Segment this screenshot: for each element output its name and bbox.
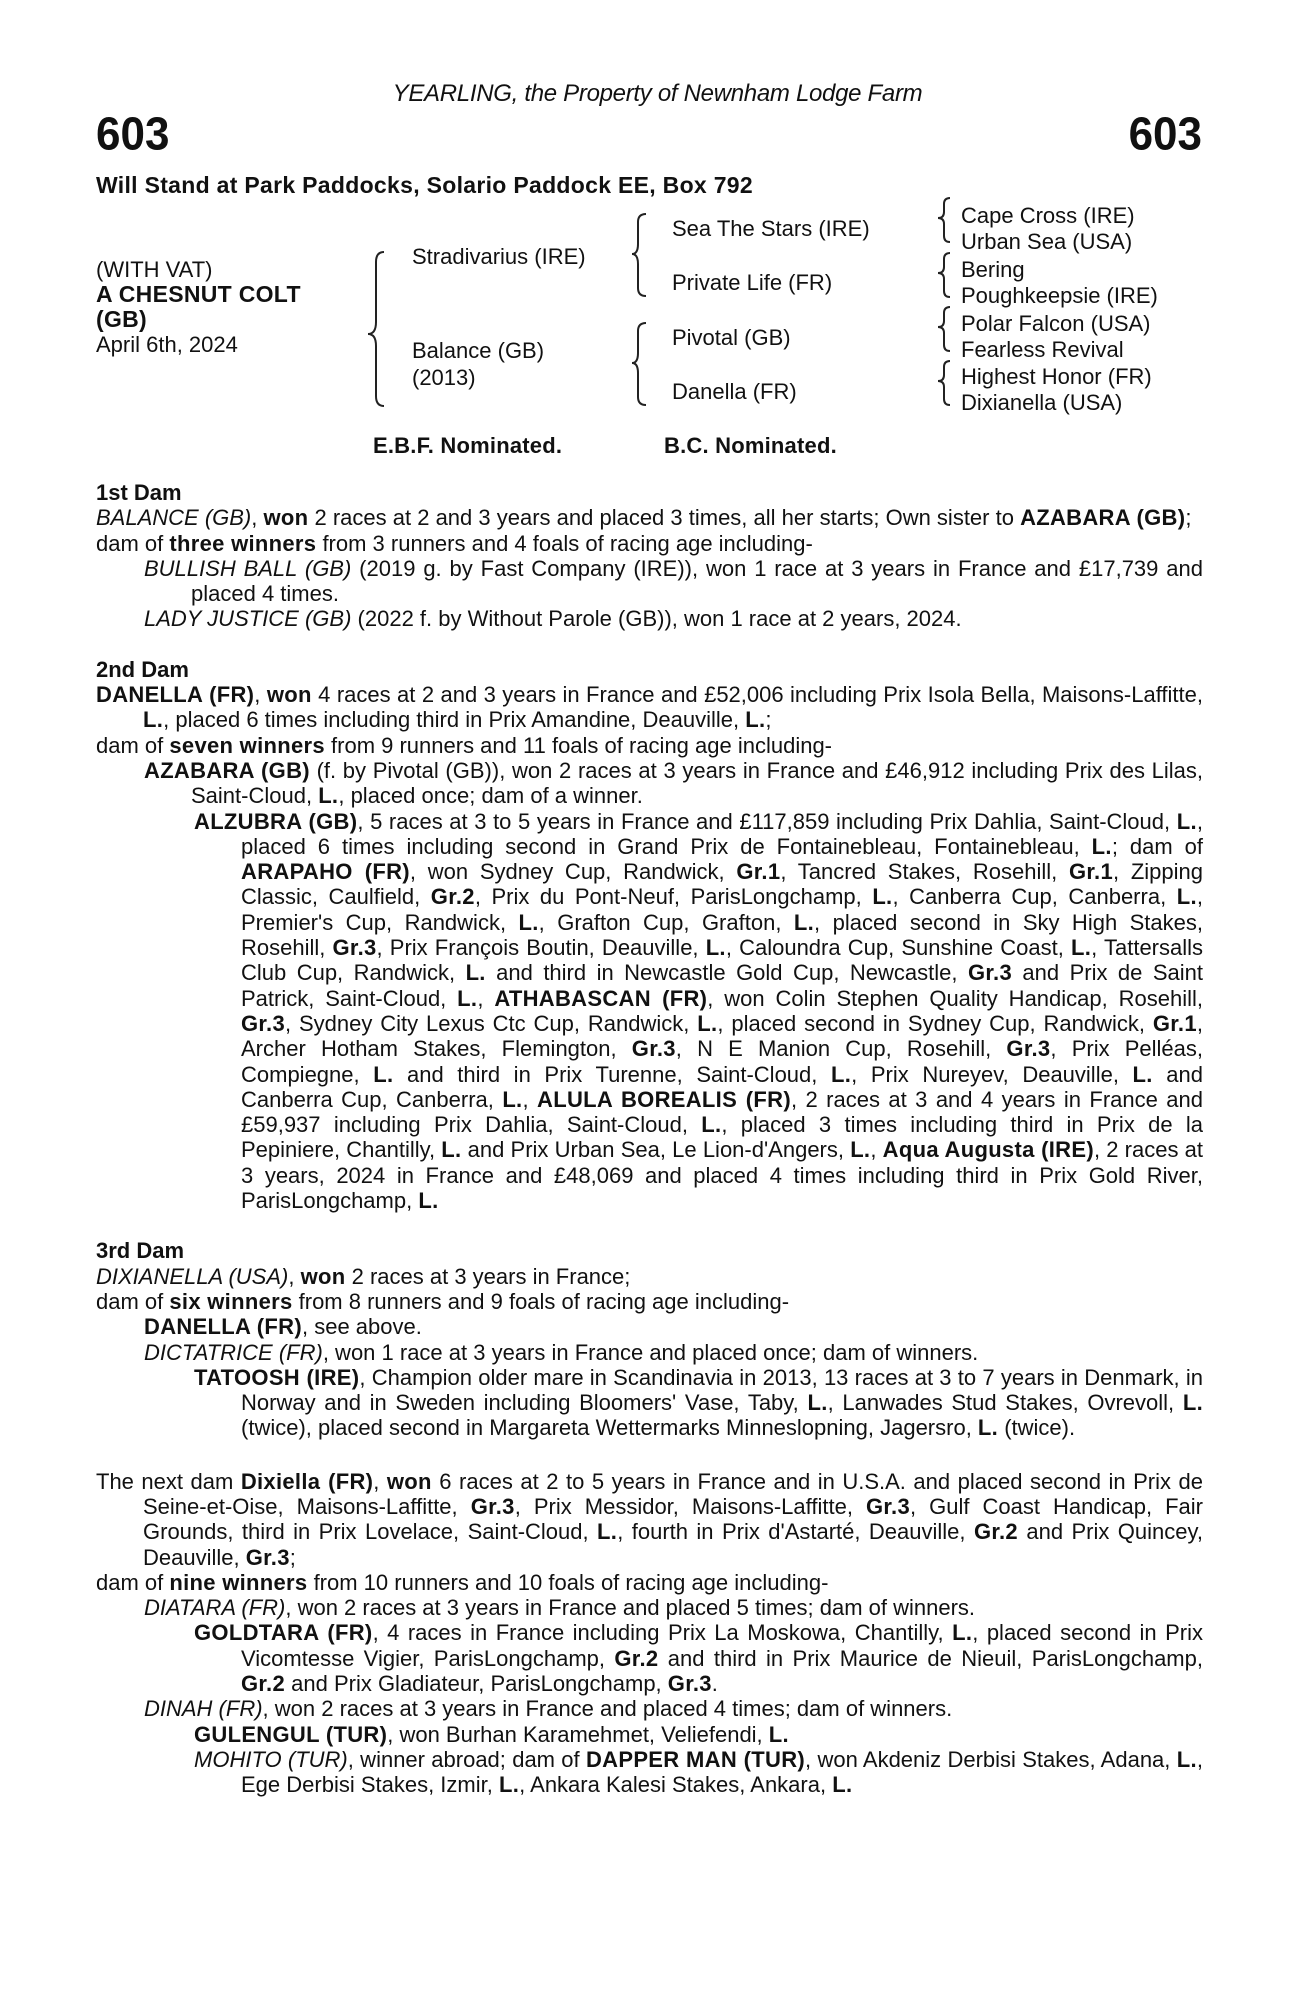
sister-name: AZABARA (GB) xyxy=(1020,505,1186,531)
listed-label: L. xyxy=(1070,935,1092,961)
record-text: ; xyxy=(765,707,772,733)
record-text: , Prix François Boutin, Deauville, xyxy=(376,935,706,961)
g3-ancestor: Cape Cross (IRE) xyxy=(961,203,1135,228)
listed-label: L. xyxy=(705,935,726,961)
record-text: , won Colin Stephen Quality Handicap, Rosehill, xyxy=(707,985,1203,1011)
grade-label: Gr.2 xyxy=(430,884,475,910)
sire-dam: Private Life (FR) xyxy=(672,270,833,295)
record-text: and third in Newcastle Gold Cup, Newcastle, xyxy=(485,960,968,986)
g3-ancestor: Fearless Revival xyxy=(961,337,1124,362)
listed-label: L. xyxy=(977,1415,999,1441)
record-text: ; dam of xyxy=(1111,833,1203,859)
listed-label: L. xyxy=(768,1721,789,1747)
g3-ancestor: Urban Sea (USA) xyxy=(961,229,1133,254)
record-text: , 5 races at 3 to 5 years in France and £117,859 including Prix Dahlia, Saint-Cloud, xyxy=(357,808,1177,834)
progeny-entry xyxy=(96,1340,1203,1365)
record-text: and Prix Gladiateur, ParisLongchamp, xyxy=(285,1671,668,1697)
record-text: The next dam xyxy=(96,1468,241,1494)
progeny-name: LADY JUSTICE (GB) xyxy=(144,606,352,632)
progeny-name: AZABARA (GB) xyxy=(144,757,310,783)
record-text: , placed 6 times including third in Prix Amandine, Deauville, xyxy=(163,707,746,733)
listed-label: L. xyxy=(502,1086,523,1112)
progeny-name: DIATARA (FR) xyxy=(144,1595,286,1621)
record-text: dam of xyxy=(96,1569,170,1595)
dam-dam: Danella (FR) xyxy=(672,379,797,404)
grade-label: Gr.1 xyxy=(1068,859,1113,885)
record-text: , won Akdeniz Derbisi Stakes, Adana, xyxy=(805,1746,1177,1772)
record-text: (2019 g. by Fast Company (IRE)), won 1 race at 3 years in France and £17,739 and placed 4 times. xyxy=(191,555,1203,607)
listed-label: L. xyxy=(418,1188,439,1214)
listed-label: L. xyxy=(597,1519,618,1545)
record-text: (f. by Pivotal (GB)), won 2 races at 3 years in France and £46,912 including Prix des Lilas, Saint-Cloud, xyxy=(191,757,1203,809)
progeny-name: GOLDTARA (FR) xyxy=(194,1620,373,1646)
progeny-entry xyxy=(96,1595,1203,1620)
progeny-entry xyxy=(96,809,1203,1214)
record-text: , Prix Nureyev, Deauville, xyxy=(851,1061,1133,1087)
record-text: and Prix de Saint Patrick, Saint-Cloud, xyxy=(241,960,1203,1011)
record-text: ; xyxy=(289,1544,296,1570)
won-label: won xyxy=(386,1468,432,1494)
grade-label: Gr.2 xyxy=(614,1645,659,1671)
record-text: , Sydney City Lexus Ctc Cup, Randwick, xyxy=(285,1010,698,1036)
record-text: 4 races at 2 and 3 years in France and £52,006 including Prix Isola Bella, Maisons-Laffitte, xyxy=(311,682,1203,708)
record-text: and third in Prix Maurice de Nieuil, ParisLongchamp, xyxy=(658,1645,1203,1671)
record-text: dam of xyxy=(96,530,170,556)
record-text: ; xyxy=(1185,505,1192,531)
won-label: won xyxy=(263,505,309,531)
lot-number-right: 603 xyxy=(1128,108,1202,161)
listed-label: L. xyxy=(1176,1746,1197,1772)
progeny-name: ALULA BOREALIS (FR) xyxy=(537,1086,791,1112)
record-text: , Champion older mare in Scandinavia in 2013, 13 races at 3 to 7 years in Denmark, in Norway and in Sweden including Bloomers' Vase, Taby, xyxy=(241,1364,1204,1416)
record-text: , Ankara Kalesi Stakes, Ankara, xyxy=(519,1772,833,1798)
record-text: dam of xyxy=(96,732,170,758)
g3-ancestor: Polar Falcon (USA) xyxy=(961,311,1151,336)
record-text: , 2 races at 3 years, 2024 in France and £48,069 and placed 4 times including third in Prix Gold River, ParisLongchamp, xyxy=(241,1137,1204,1214)
dam-name: Balance (GB) xyxy=(412,338,545,363)
record-text: from 9 runners and 11 foals of racing age including- xyxy=(324,732,833,758)
record-text: (twice), placed second in Margareta Wettermarks Minneslopning, Jagersro, xyxy=(241,1415,978,1441)
record-text: , see above. xyxy=(301,1314,422,1340)
listed-label: L. xyxy=(518,909,539,935)
brace-main xyxy=(368,252,384,406)
brace-dam xyxy=(632,323,646,405)
progeny-name: DANELLA (FR) xyxy=(144,1314,302,1340)
record-text: . xyxy=(711,1671,718,1697)
record-text: dam of xyxy=(96,1288,170,1314)
record-text: and Canberra Cup, Canberra, xyxy=(241,1061,1203,1112)
progeny-entry xyxy=(96,1365,1203,1441)
record-text: , N E Manion Cup, Rosehill, xyxy=(675,1036,1007,1062)
grade-label: Gr.3 xyxy=(245,1544,290,1570)
brace-g3-4 xyxy=(938,361,950,405)
listed-label: L. xyxy=(373,1061,394,1087)
next-dam-produce xyxy=(96,1570,1203,1595)
record-text: , placed 6 times including second in Grand Prix de Fontainebleau, Fontainebleau, xyxy=(241,808,1203,859)
ebf-nomination: E.B.F. Nominated. xyxy=(373,433,563,458)
listed-label: L. xyxy=(441,1137,462,1163)
brace-g3-2 xyxy=(938,253,950,297)
won-label: won xyxy=(300,1263,346,1289)
progeny-entry xyxy=(96,1314,1203,1339)
listed-label: L. xyxy=(143,707,164,733)
listed-label: L. xyxy=(850,1137,871,1163)
grade-label: Gr.1 xyxy=(736,859,781,885)
catalogue-body xyxy=(96,480,1203,1798)
grade-label: Gr.2 xyxy=(973,1519,1018,1545)
grade-label: Gr.2 xyxy=(241,1671,286,1697)
record-text: , won Burhan Karamehmet, Veliefendi, xyxy=(387,1721,769,1747)
record-text: , won 1 race at 3 years in France and placed once; dam of winners. xyxy=(322,1339,979,1365)
bc-nomination: B.C. Nominated. xyxy=(664,433,837,458)
record-text: and Prix Urban Sea, Le Lion-d'Angers, xyxy=(461,1137,851,1163)
progeny-entry xyxy=(96,1620,1203,1696)
progeny-name: DINAH (FR) xyxy=(144,1696,263,1722)
g3-ancestor: Highest Honor (FR) xyxy=(961,364,1152,389)
next-dam-record: The next dam Dixiella (FR), won 6 races at 2 to 5 years in France and in U.S.A. and placed second in Prix de Seine-et-Oise, Maisons-Laffitte, Gr.3, Prix Messidor, Maisons-Laffitte, Gr.3, Gulf Coast Handicap, Fair Grounds, third in Prix Lovelace, Saint-Cloud, L., fourth in Prix d'Astarté, Deauville, Gr.2 and Prix Quincey, Deauville, Gr.3; xyxy=(96,1468,1204,1570)
record-text: from 10 runners and 10 foals of racing age including- xyxy=(307,1569,829,1595)
winners-count: three winners xyxy=(169,530,317,556)
record-text: (2022 f. by Without Parole (GB)), won 1 race at 2 years, 2024. xyxy=(351,606,962,632)
record-text: , won Sydney Cup, Randwick, xyxy=(409,859,737,885)
record-text: , won 2 races at 3 years in France and placed 4 times; dam of winners. xyxy=(262,1696,953,1722)
progeny-name: ALZUBRA (GB) xyxy=(194,808,358,834)
record-text: (twice). xyxy=(998,1415,1076,1441)
dam-name: DIXIANELLA (USA) xyxy=(96,1263,289,1289)
brace-sire xyxy=(632,214,646,296)
record-text: , xyxy=(477,985,495,1011)
listed-label: L. xyxy=(457,985,478,1011)
record-text: , Archer Hotham Stakes, Flemington, xyxy=(241,1010,1204,1062)
record-text: , placed second in Sky High Stakes, Rosehill, xyxy=(241,909,1203,961)
vat-label: (WITH VAT) xyxy=(96,257,213,282)
dam-year: (2013) xyxy=(412,365,476,390)
record-text: , Gulf Coast Handicap, Fair Grounds, third in Prix Lovelace, Saint-Cloud, xyxy=(143,1493,1204,1545)
brace-g3-3 xyxy=(938,307,950,351)
record-text: , xyxy=(522,1086,538,1112)
second-dam-record: DANELLA (FR), won 4 races at 2 and 3 years in France and £52,006 including Prix Isola Bella, Maisons-Laffitte, L., placed 6 times including third in Prix Amandine, Deauville, L.; xyxy=(96,682,1203,733)
winners-count: seven winners xyxy=(169,732,325,758)
grade-label: Gr.1 xyxy=(1152,1010,1197,1036)
listed-label: L. xyxy=(952,1620,973,1646)
record-text: , Zipping Classic, Caulfield, xyxy=(241,859,1203,910)
stand-info: Will Stand at Park Paddocks, Solario Paddock EE, Box 792 xyxy=(96,172,753,198)
record-text: , Canberra Cup, Canberra, xyxy=(892,884,1177,910)
grade-label: Gr.3 xyxy=(332,935,377,961)
listed-label: L. xyxy=(830,1061,852,1087)
g3-ancestor: Bering xyxy=(961,257,1025,282)
listed-label: L. xyxy=(807,1390,828,1416)
lot-number-left: 603 xyxy=(96,108,170,161)
record-text: , Tancred Stakes, Rosehill, xyxy=(780,859,1069,885)
record-text: , Prix Pelléas, Compiegne, xyxy=(241,1036,1204,1087)
dam-name: Dixiella (FR) xyxy=(240,1468,374,1494)
sire-name: Stradivarius (IRE) xyxy=(412,244,586,269)
grade-label: Gr.3 xyxy=(967,960,1012,986)
record-text: from 3 runners and 4 foals of racing age including- xyxy=(316,530,813,556)
record-text: , xyxy=(870,1137,883,1163)
listed-label: L. xyxy=(793,909,815,935)
progeny-name: TATOOSH (IRE) xyxy=(194,1364,360,1390)
record-text: , 4 races in France including Prix La Moskowa, Chantilly, xyxy=(372,1620,953,1646)
progeny-name: ATHABASCAN (FR) xyxy=(494,985,708,1011)
progeny-name: Aqua Augusta (IRE) xyxy=(882,1137,1094,1163)
listed-label: L. xyxy=(318,783,339,809)
progeny-name: MOHITO (TUR) xyxy=(194,1746,348,1772)
first-dam-record: BALANCE (GB), won 2 races at 2 and 3 years and placed 3 times, all her starts; Own sister to AZABARA (GB); xyxy=(96,505,1192,531)
grade-label: Gr.3 xyxy=(667,1671,712,1697)
progeny-name: DAPPER MAN (TUR) xyxy=(585,1746,806,1772)
listed-label: L. xyxy=(1176,884,1197,910)
foaling-date: April 6th, 2024 xyxy=(96,332,238,357)
record-text: , Prix du Pont-Neuf, ParisLongchamp, xyxy=(474,884,873,910)
record-text: , Tattersalls Club Cup, Randwick, xyxy=(241,935,1204,986)
third-dam-title: 3rd Dam xyxy=(96,1238,185,1264)
listed-label: L. xyxy=(697,1010,718,1036)
record-text: , placed once; dam of a winner. xyxy=(338,783,643,809)
listed-label: L. xyxy=(701,1112,722,1138)
winners-count: nine winners xyxy=(169,1569,308,1595)
listed-label: L. xyxy=(832,1772,853,1798)
record-text: , won 2 races at 3 years in France and placed 5 times; dam of winners. xyxy=(285,1595,976,1621)
record-text: 2 races at 2 and 3 years and placed 3 times, all her starts; Own sister to xyxy=(308,505,1021,531)
record-text: 6 races at 2 to 5 years in France and in U.S.A. and placed second in Prix de Seine-et-Oise, Maisons-Laffitte, xyxy=(143,1468,1203,1519)
listed-label: L. xyxy=(1091,833,1112,859)
record-text: , winner abroad; dam of xyxy=(347,1746,586,1772)
record-text: , placed second in Prix Vicomtesse Vigier, ParisLongchamp, xyxy=(241,1620,1204,1671)
grade-label: Gr.3 xyxy=(241,1010,286,1036)
listed-label: L. xyxy=(465,960,486,986)
g3-ancestor: Dixianella (USA) xyxy=(961,390,1123,415)
grade-label: Gr.3 xyxy=(865,1493,910,1519)
progeny-entry xyxy=(96,606,1203,631)
record-text: , placed second in Sydney Cup, Randwick, xyxy=(717,1010,1153,1036)
record-text: and third in Prix Turenne, Saint-Cloud, xyxy=(393,1061,831,1087)
dam-sire: Pivotal (GB) xyxy=(672,325,791,350)
progeny-entry xyxy=(96,758,1203,809)
grade-label: Gr.3 xyxy=(470,1493,515,1519)
record-text: , Lanwades Stud Stakes, Ovrevoll, xyxy=(827,1390,1183,1416)
listed-label: L. xyxy=(872,884,893,910)
grade-label: Gr.3 xyxy=(1006,1036,1051,1062)
g3-ancestor: Poughkeepsie (IRE) xyxy=(961,283,1158,308)
first-dam-produce xyxy=(96,531,1203,556)
record-text: , Premier's Cup, Randwick, xyxy=(241,884,1203,935)
third-dam-produce xyxy=(96,1289,1203,1314)
record-text: , placed 3 times including third in Prix de la Pepiniere, Chantilly, xyxy=(241,1112,1203,1163)
progeny-entry xyxy=(96,1696,1203,1721)
record-text: and Prix Quincey, Deauville, xyxy=(143,1519,1203,1570)
listed-label: L. xyxy=(745,707,766,733)
record-text: , fourth in Prix d'Astarté, Deauville, xyxy=(617,1519,974,1545)
first-dam-title: 1st Dam xyxy=(96,480,182,505)
record-text: , Prix Messidor, Maisons-Laffitte, xyxy=(514,1493,866,1519)
progeny-name: ARAPAHO (FR) xyxy=(241,859,410,885)
listed-label: L. xyxy=(1132,1061,1153,1087)
record-text: from 8 runners and 9 foals of racing age including- xyxy=(292,1288,790,1314)
second-dam-produce xyxy=(96,733,1203,758)
record-text: , Ege Derbisi Stakes, Izmir, xyxy=(241,1746,1203,1798)
listed-label: L. xyxy=(1176,808,1197,834)
third-dam-record: DIXIANELLA (USA), won 2 races at 3 years in France; xyxy=(96,1263,631,1289)
brace-g3-1 xyxy=(938,198,950,242)
record-text: , Grafton Cup, Grafton, xyxy=(538,909,794,935)
dam-name: DANELLA (FR) xyxy=(96,682,255,708)
progeny-entry xyxy=(96,556,1203,607)
record-text: , 2 races at 3 and 4 years in France and £59,937 including Prix Dahlia, Saint-Cloud, xyxy=(241,1086,1203,1138)
horse-country: (GB) xyxy=(96,306,148,332)
dam-name: BALANCE (GB) xyxy=(96,505,252,531)
won-label: won xyxy=(266,682,312,708)
winners-count: six winners xyxy=(169,1288,293,1314)
progeny-name: BULLISH BALL (GB) xyxy=(144,555,352,581)
progeny-entry xyxy=(96,1722,1203,1747)
sire-sire: Sea The Stars (IRE) xyxy=(672,216,870,241)
listed-label: L. xyxy=(1182,1390,1203,1416)
progeny-name: DICTATRICE (FR) xyxy=(144,1339,323,1365)
listed-label: L. xyxy=(498,1772,520,1798)
progeny-entry xyxy=(96,1747,1203,1798)
record-text: 2 races at 3 years in France; xyxy=(345,1263,631,1289)
record-text: , Caloundra Cup, Sunshine Coast, xyxy=(725,935,1071,961)
horse-description: A CHESNUT COLT xyxy=(96,281,301,307)
progeny-name: GULENGUL (TUR) xyxy=(194,1721,388,1747)
page-subtitle: YEARLING, the Property of Newnham Lodge Farm xyxy=(392,80,923,107)
second-dam-title: 2nd Dam xyxy=(96,656,189,682)
grade-label: Gr.3 xyxy=(631,1036,676,1062)
